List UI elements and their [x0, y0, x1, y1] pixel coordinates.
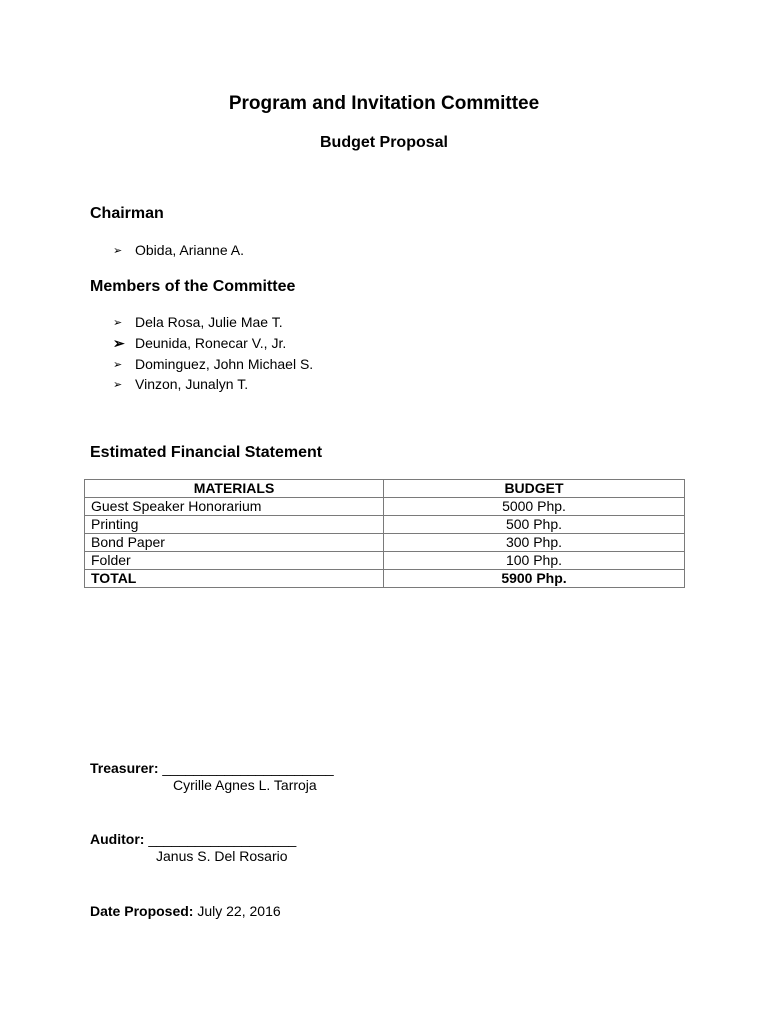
material-cell: Bond Paper [85, 534, 384, 552]
list-item [113, 332, 313, 354]
auditor-name: Janus S. Del Rosario [156, 848, 288, 864]
list-item [113, 374, 313, 394]
list-item [113, 312, 313, 332]
arrowhead-bullet-icon: ➢ [113, 378, 123, 391]
date-proposed-value: July 22, 2016 [197, 903, 281, 919]
material-cell: Folder [85, 552, 384, 570]
treasurer-label: Treasurer: [90, 760, 159, 776]
chairman-list [113, 240, 244, 260]
total-budget: 5900 Php. [384, 570, 685, 588]
auditor-blank: ___________________ [148, 831, 297, 847]
arrowhead-bullet-icon: ➢ [113, 244, 123, 257]
member-name: Vinzon, Junalyn T. [135, 376, 249, 392]
chairman-heading: Chairman [90, 205, 164, 222]
arrowhead-bullet-icon: ➢ [113, 358, 123, 371]
member-name: Deunida, Ronecar V., Jr. [135, 335, 287, 351]
total-row [85, 570, 685, 588]
budget-cell: 500 Php. [384, 516, 685, 534]
auditor-label: Auditor: [90, 831, 145, 847]
member-name: Dela Rosa, Julie Mae T. [135, 314, 283, 330]
arrowhead-bullet-icon: ➢ [113, 334, 125, 351]
table-row [85, 534, 685, 552]
members-heading: Members of the Committee [90, 278, 296, 295]
material-cell: Guest Speaker Honorarium [85, 498, 384, 516]
treasurer-signature-line [90, 760, 334, 776]
material-cell: Printing [85, 516, 384, 534]
table-header-row [85, 480, 685, 498]
budget-cell: 100 Php. [384, 552, 685, 570]
members-list [113, 312, 313, 394]
treasurer-name: Cyrille Agnes L. Tarroja [173, 777, 317, 793]
budget-cell: 5000 Php. [384, 498, 685, 516]
total-label: TOTAL [85, 570, 384, 588]
arrowhead-bullet-icon: ➢ [113, 316, 123, 329]
document-title: Program and Invitation Committee [228, 93, 540, 114]
column-header-materials: MATERIALS [85, 480, 384, 498]
treasurer-blank: ______________________ [162, 760, 334, 776]
table-row [85, 498, 685, 516]
member-name: Dominguez, John Michael S. [135, 356, 314, 372]
budget-cell: 300 Php. [384, 534, 685, 552]
date-proposed [90, 903, 281, 919]
list-item [113, 240, 244, 260]
auditor-signature-line [90, 831, 296, 847]
table-row [85, 516, 685, 534]
document-subtitle: Budget Proposal [319, 134, 448, 151]
list-item [113, 354, 313, 374]
date-proposed-label: Date Proposed: [90, 903, 194, 919]
table-row [85, 552, 685, 570]
chairman-name: Obida, Arianne A. [135, 242, 244, 258]
financial-heading: Estimated Financial Statement [90, 444, 323, 461]
financial-table [84, 479, 685, 588]
column-header-budget: BUDGET [384, 480, 685, 498]
